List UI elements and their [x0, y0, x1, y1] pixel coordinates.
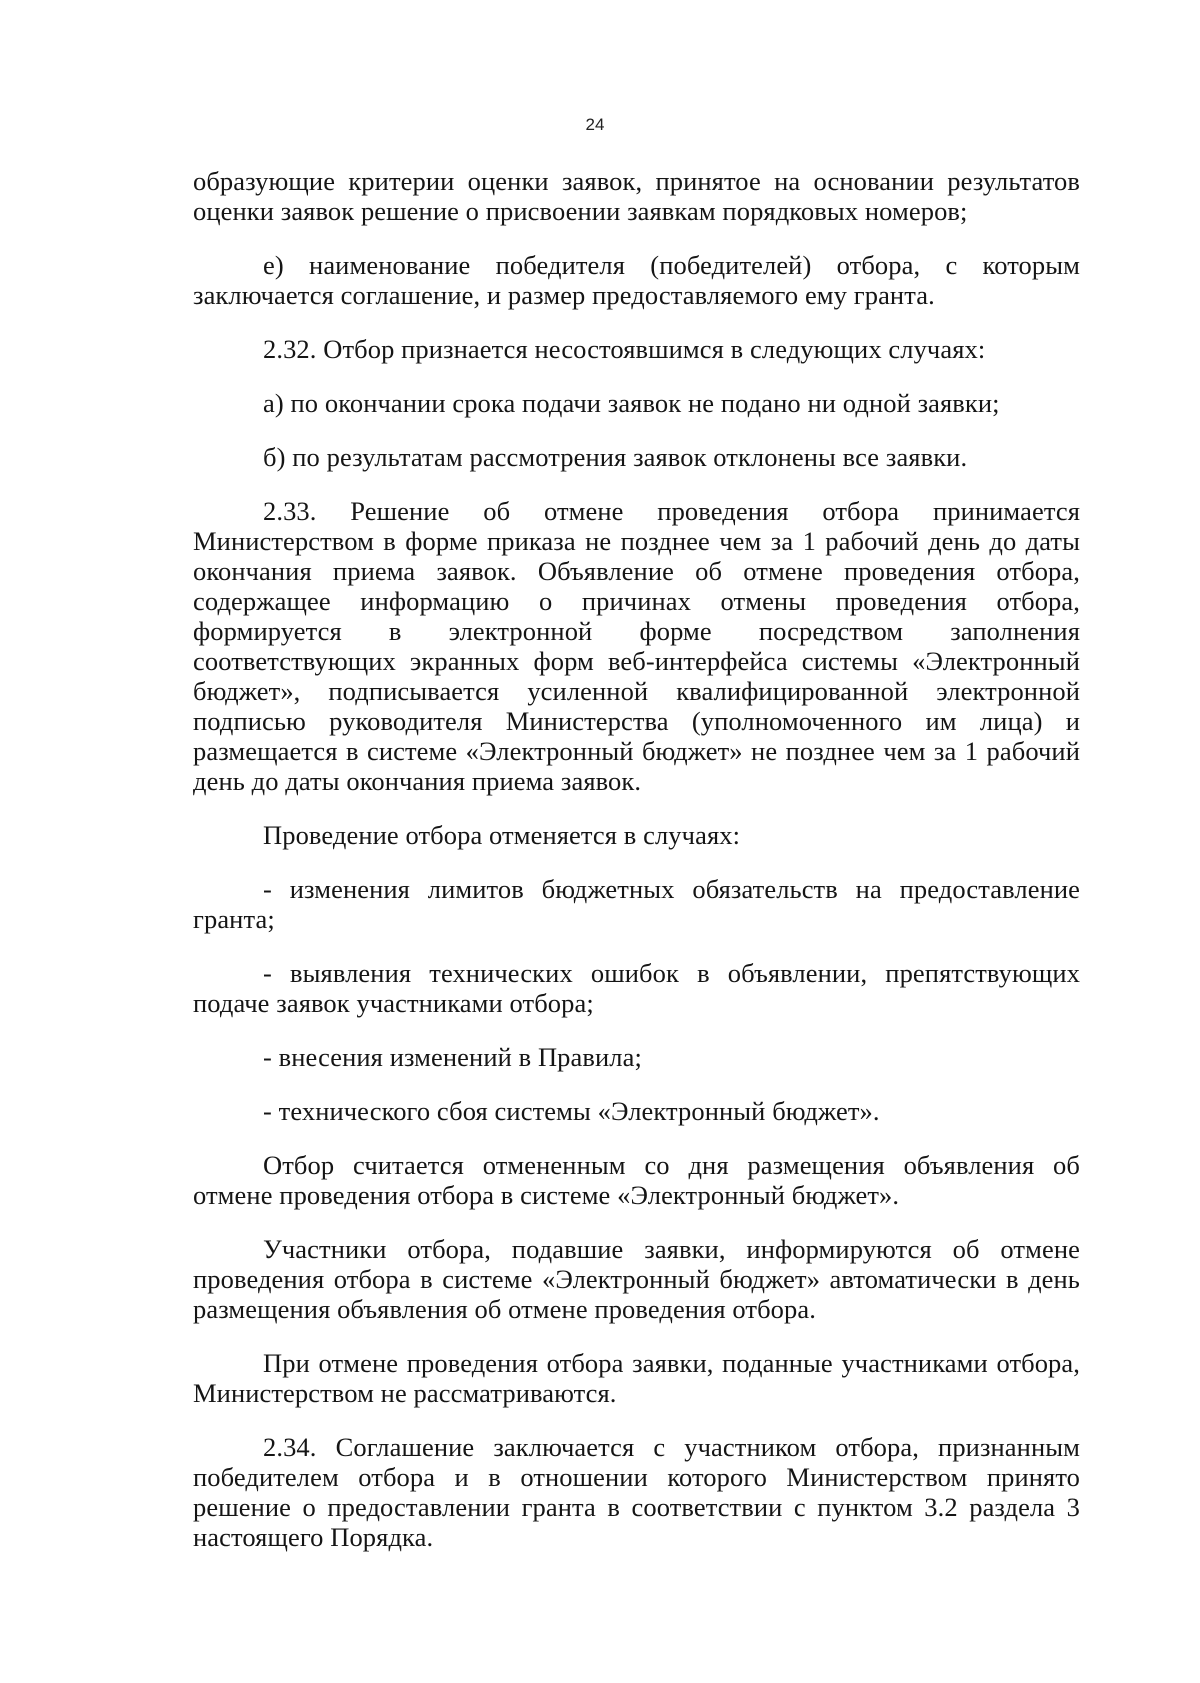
page-number: 24	[585, 115, 605, 134]
list-item-system-failure: - технического сбоя системы «Электронный бюджет».	[263, 1096, 880, 1126]
paragraph-2-33: 2.33. Решение об отмене проведения отбора принимается Министерством в форме приказа не позднее чем за 1 рабочий день до даты окончания приема заявок. Объявление об отмене проведения отбора, содержащее информацию о причинах отмены проведения отбора, формируется в электронной форме посредством заполнения соответствующих экранных форм веб-интерфейса системы «Электронный бюджет», подписывается усиленной квалифицированной электронной подписью руководителя Министерства (уполномоченного им лица) и размещается в системе «Электронный бюджет» не позднее чем за 1 рабочий день до даты окончания приема заявок.	[193, 496, 1080, 796]
paragraph-applications-not-considered: При отмене проведения отбора заявки, поданные участниками отбора, Министерством не рассматриваются.	[193, 1348, 1080, 1408]
paragraph-2-32: 2.32. Отбор признается несостоявшимся в следующих случаях:	[263, 334, 986, 364]
paragraph-item-e: е) наименование победителя (победителей) отбора, с которым заключается соглашение, и размер предоставляемого ему гранта.	[193, 250, 1080, 310]
list-item-technical-errors: - выявления технических ошибок в объявлении, препятствующих подаче заявок участниками отбора;	[193, 958, 1080, 1018]
document-body	[193, 166, 1080, 1576]
list-item-limits: - изменения лимитов бюджетных обязательств на предоставление гранта;	[193, 874, 1080, 934]
paragraph-cancelled-date: Отбор считается отмененным со дня размещения объявления об отмене проведения отбора в системе «Электронный бюджет».	[193, 1150, 1080, 1210]
paragraph-continuation: образующие критерии оценки заявок, принятое на основании результатов оценки заявок решение о присвоении заявкам порядковых номеров;	[193, 166, 1080, 226]
paragraph-cancellation-cases: Проведение отбора отменяется в случаях:	[263, 820, 741, 850]
paragraph-item-a: а) по окончании срока подачи заявок не подано ни одной заявки;	[263, 388, 1000, 418]
paragraph-item-b: б) по результатам рассмотрения заявок отклонены все заявки.	[263, 442, 968, 472]
paragraph-2-34: 2.34. Соглашение заключается с участником отбора, признанным победителем отбора и в отношении которого Министерством принято решение о предоставлении гранта в соответствии с пунктом 3.2 раздела 3 настоящего Порядка.	[193, 1432, 1080, 1552]
list-item-rules-changes: - внесения изменений в Правила;	[263, 1042, 642, 1072]
paragraph-participants-informed: Участники отбора, подавшие заявки, информируются об отмене проведения отбора в системе «Электронный бюджет» автоматически в день размещения объявления об отмене проведения отбора.	[193, 1234, 1080, 1324]
